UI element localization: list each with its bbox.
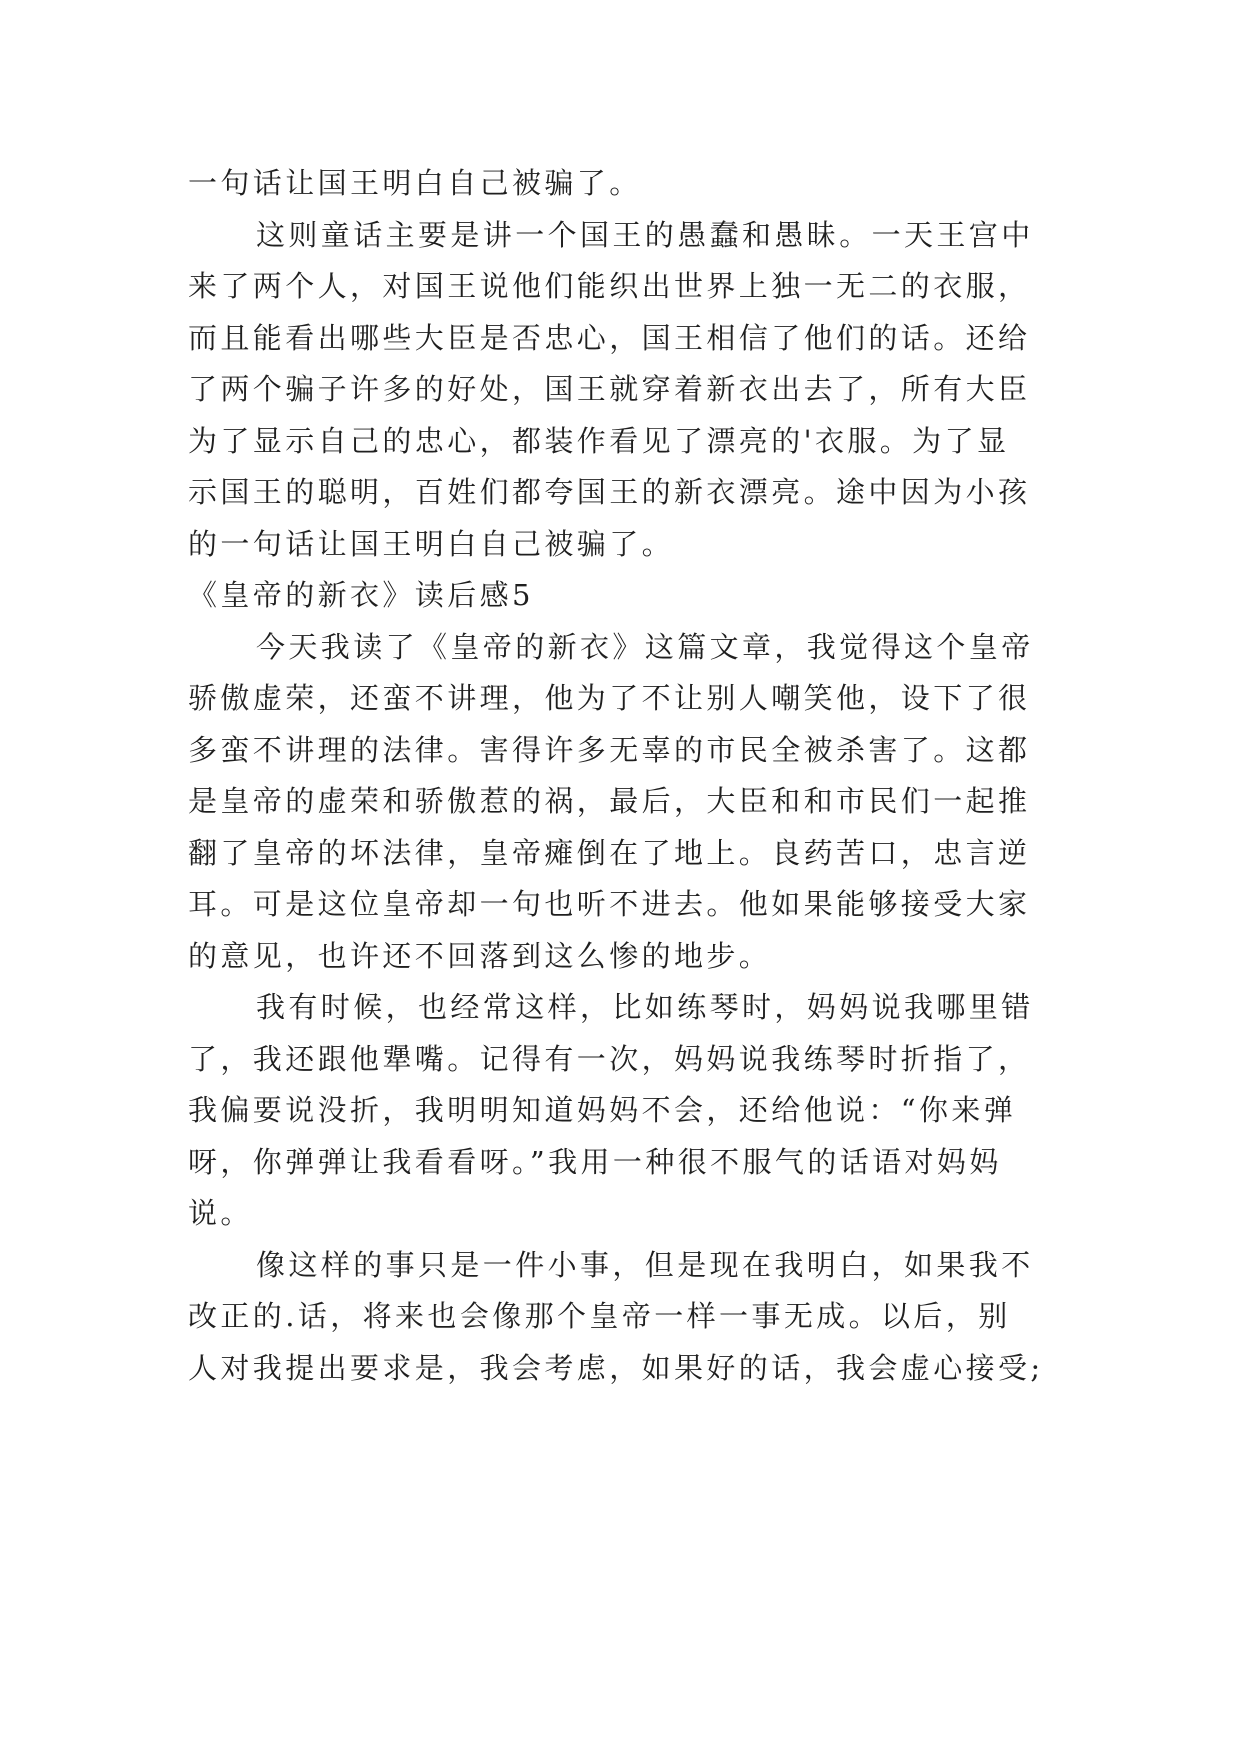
text-line: 骄傲虚荣，还蛮不讲理，他为了不让别人嘲笑他，设下了很 (188, 681, 1031, 715)
text-line: 是皇帝的虚荣和骄傲惹的祸，最后，大臣和和市民们一起推 (188, 784, 1031, 818)
paragraph-conclusion (188, 1240, 1068, 1395)
text-line: 的意见，也许还不回落到这么惨的地步。 (188, 938, 772, 973)
text-line: 我有时候，也经常这样，比如练琴时，妈妈说我哪里错 (256, 990, 1034, 1024)
paragraph-personal-example (188, 982, 1068, 1240)
text-line: 了，我还跟他犟嘴。记得有一次，妈妈说我练琴时折指了， (188, 1041, 1031, 1076)
text-line: 今天我读了《皇帝的新衣》这篇文章，我觉得这个皇帝 (256, 629, 1034, 664)
section-heading (188, 570, 1068, 622)
text-line: 这则童话主要是讲一个国王的愚蠢和愚昧。一天王宫中 (256, 217, 1034, 252)
text-line: 来了两个人，对国王说他们能织出世界上独一无二的衣服， (188, 269, 1031, 303)
text-line: 改正的.话，将来也会像那个皇帝一样一事无成。以后，别 (188, 1299, 1011, 1333)
paragraph-story-summary (188, 210, 1068, 571)
text-line: 示国王的聪明，百姓们都夸国王的新衣漂亮。途中因为小孩 (188, 475, 1031, 509)
text-line: 像这样的事只是一件小事，但是现在我明白，如果我不 (256, 1247, 1034, 1282)
text-line: 我偏要说没折，我明明知道妈妈不会，还给他说：“你来弹 (188, 1093, 1017, 1127)
text-line: 呀，你弹弹让我看看呀。”我用一种很不服气的话语对妈妈 (188, 1144, 1002, 1179)
heading-text: 《皇帝的新衣》读后感5 (188, 578, 534, 612)
text-line: 耳。可是这位皇帝却一句也听不进去。他如果能够接受大家 (188, 887, 1031, 921)
document-body (188, 158, 1068, 1394)
text-line: 的一句话让国王明白自己被骗了。 (188, 526, 675, 561)
paragraph-reading-reflection (188, 622, 1068, 983)
text-line: 多蛮不讲理的法律。害得许多无辜的市民全被杀害了。这都 (188, 732, 1031, 767)
text-line: 为了显示自己的忠心，都装作看见了漂亮的'衣服。为了显 (188, 423, 1010, 458)
text-line: 翻了皇帝的坏法律，皇帝瘫倒在了地上。良药苦口，忠言逆 (188, 835, 1031, 870)
paragraph-continuation (188, 158, 1068, 210)
text-line: 了两个骗子许多的好处，国王就穿着新衣出去了，所有大臣 (188, 372, 1031, 406)
text-line: 一句话让国王明白自己被骗了。 (188, 166, 642, 200)
text-line: 说。 (188, 1196, 253, 1230)
text-line: 而且能看出哪些大臣是否忠心，国王相信了他们的话。还给 (188, 320, 1031, 355)
text-line: 人对我提出要求是，我会考虑，如果好的话，我会虚心接受; (188, 1350, 1044, 1385)
